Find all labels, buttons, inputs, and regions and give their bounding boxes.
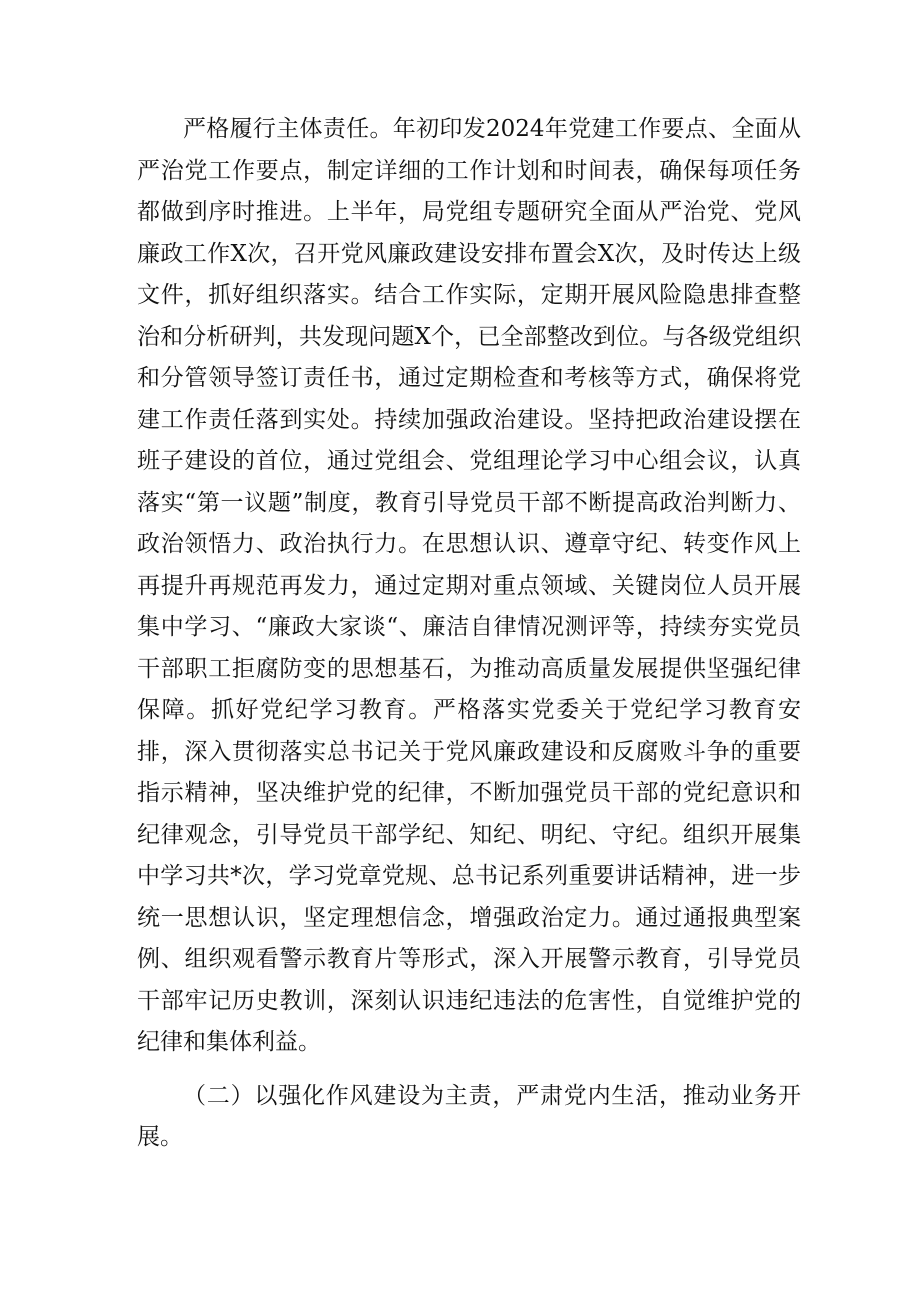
document-body (137, 109, 801, 1159)
section-heading: （二）以强化作风建设为主责，严肃党内生活，推动业务开展。 (137, 1082, 801, 1150)
body-paragraph: 严格履行主体责任。年初印发2024年党建工作要点、全面从严治党工作要点，制定详细的工作计划和时间表，确保每项任务都做到序时推进。上半年，局党组专题研究全面从严治党、党风廉政工作X次，召开党风廉政建设安排布置会X次，及时传达上级文件，抓好组织落实。结合工作实际，定期开展风险隐患排查整治和分析研判，共发现问题X个，已全部整改到位。与各级党组织和分管领导签订责任书，通过定期检查和考核等方式，确保将党建工作责任落到实处。持续加强政治建设。坚持把政治建设摆在班子建设的首位，通过党组会、党组理论学习中心组会议，认真落实“第一议题”制度，教育引导党员干部不断提高政治判断力、政治领悟力、政治执行力。在思想认识、遵章守纪、转变作风上再提升再规范再发力，通过定期对重点领域、关键岗位人员开展集中学习、“廉政大家谈“、廉洁自律情况测评等，持续夯实党员干部职工拒腐防变的思想基石，为推动高质量发展提供坚强纪律保障。抓好党纪学习教育。严格落实党委关于党纪学习教育安排，深入贯彻落实总书记关于党风廉政建设和反腐败斗争的重要指示精神，坚决维护党的纪律，不断加强党员干部的党纪意识和纪律观念，引导党员干部学纪、知纪、明纪、守纪。组织开展集中学习共*次，学习党章党规、总书记系列重要讲话精神，进一步统一思想认识，坚定理想信念，增强政治定力。通过通报典型案例、组织观看警示教育片等形式，深入开展警示教育，引导党员干部牢记历史教训，深刻认识违纪违法的危害性，自觉维护党的纪律和集体利益。 (137, 116, 801, 1055)
